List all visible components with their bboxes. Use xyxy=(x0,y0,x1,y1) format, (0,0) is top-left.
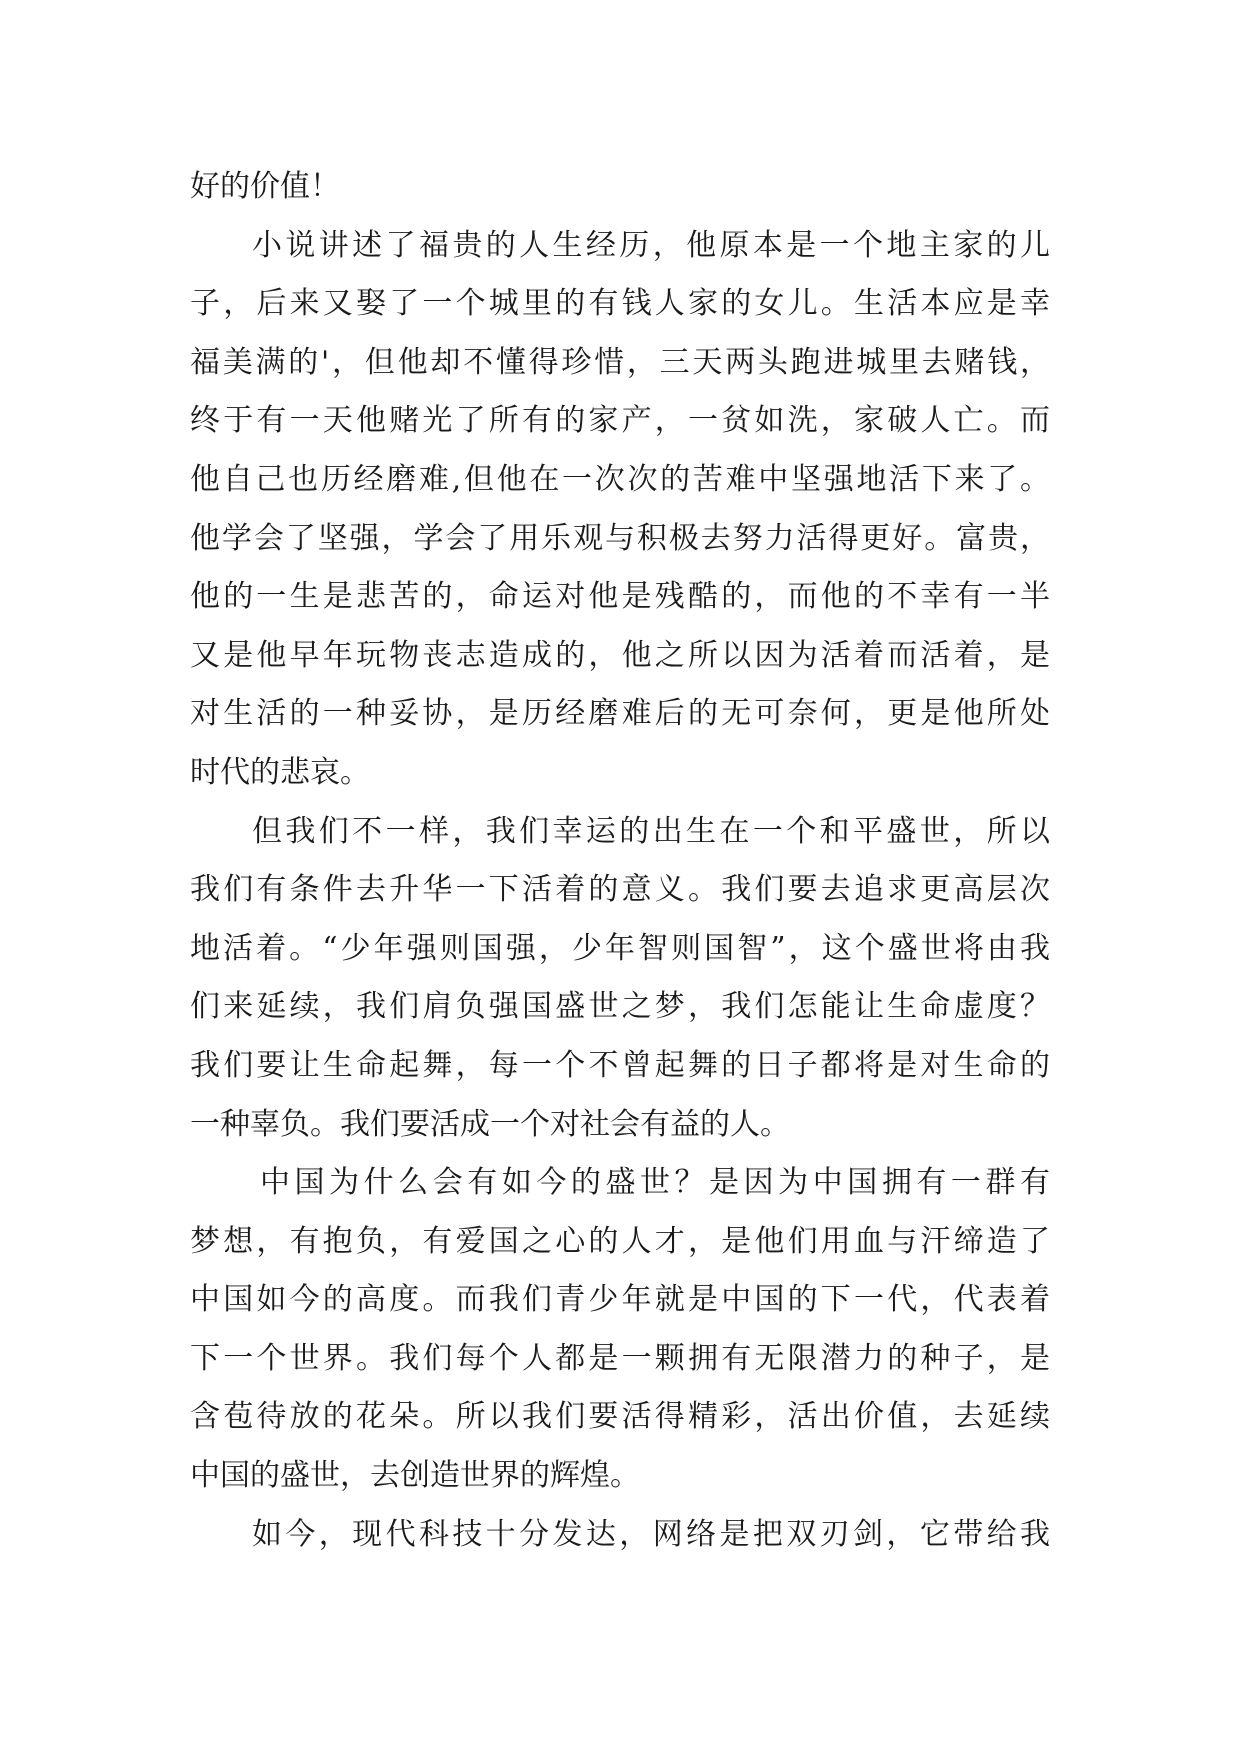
text-line-3: 子，后来又娶了一个城里的有钱人家的女儿。生活本应是幸 xyxy=(190,286,1050,322)
text-line-14: 地活着。“少年强则国强，少年智则国智”，这个盛世将由我 xyxy=(190,930,1050,966)
text-line-12: 但我们不一样，我们幸运的出生在一个和平盛世，所以 xyxy=(252,813,1050,849)
text-line-11: 时代的悲哀。 xyxy=(190,754,370,790)
text-line-20: 中国如今的高度。而我们青少年就是中国的下一代，代表着 xyxy=(190,1282,1050,1318)
text-line-7: 他学会了坚强，学会了用乐观与积极去努力活得更好。富贵， xyxy=(190,520,1050,556)
text-line-5: 终于有一天他赌光了所有的家产，一贫如洗，家破人亡。而 xyxy=(190,403,1050,439)
text-line-1: 好的价值！ xyxy=(190,169,340,204)
text-line-21: 下一个世界。我们每个人都是一颗拥有无限潜力的种子，是 xyxy=(190,1340,1050,1376)
text-line-10: 对生活的一种妥协，是历经磨难后的无可奈何，更是他所处 xyxy=(190,696,1050,732)
text-line-24: 如今，现代科技十分发达，网络是把双刃剑，它带给我 xyxy=(252,1516,1050,1552)
text-line-18: 中国为什么会有如今的盛世？是因为中国拥有一群有 xyxy=(260,1165,1050,1201)
text-line-8: 他的一生是悲苦的，命运对他是残酷的，而他的不幸有一半 xyxy=(190,579,1050,615)
text-line-4: 福美满的'，但他却不懂得珍惜，三天两头跑进城里去赌钱， xyxy=(190,344,1050,380)
text-line-16: 我们要让生命起舞，每一个不曾起舞的日子都将是对生命的 xyxy=(190,1047,1050,1083)
text-line-19: 梦想，有抱负，有爱国之心的人才，是他们用血与汗缔造了 xyxy=(190,1223,1050,1259)
text-line-2: 小说讲述了福贵的人生经历，他原本是一个地主家的儿 xyxy=(252,227,1050,263)
text-line-22: 含苞待放的花朵。所以我们要活得精彩，活出价值，去延续 xyxy=(190,1399,1050,1435)
text-line-13: 我们有条件去升华一下活着的意义。我们要去追求更高层次 xyxy=(190,872,1050,908)
text-line-15: 们来延续，我们肩负强国盛世之梦，我们怎能让生命虚度？ xyxy=(190,989,1050,1025)
text-line-17: 一种辜负。我们要活成一个对社会有益的人。 xyxy=(190,1106,790,1142)
text-line-23: 中国的盛世，去创造世界的辉煌。 xyxy=(190,1458,640,1494)
essay-text xyxy=(190,158,1050,1564)
text-line-9: 又是他早年玩物丧志造成的，他之所以因为活着而活着，是 xyxy=(190,637,1050,673)
text-line-6: 他自己也历经磨难,但他在一次次的苦难中坚强地活下来了。 xyxy=(190,461,1050,497)
